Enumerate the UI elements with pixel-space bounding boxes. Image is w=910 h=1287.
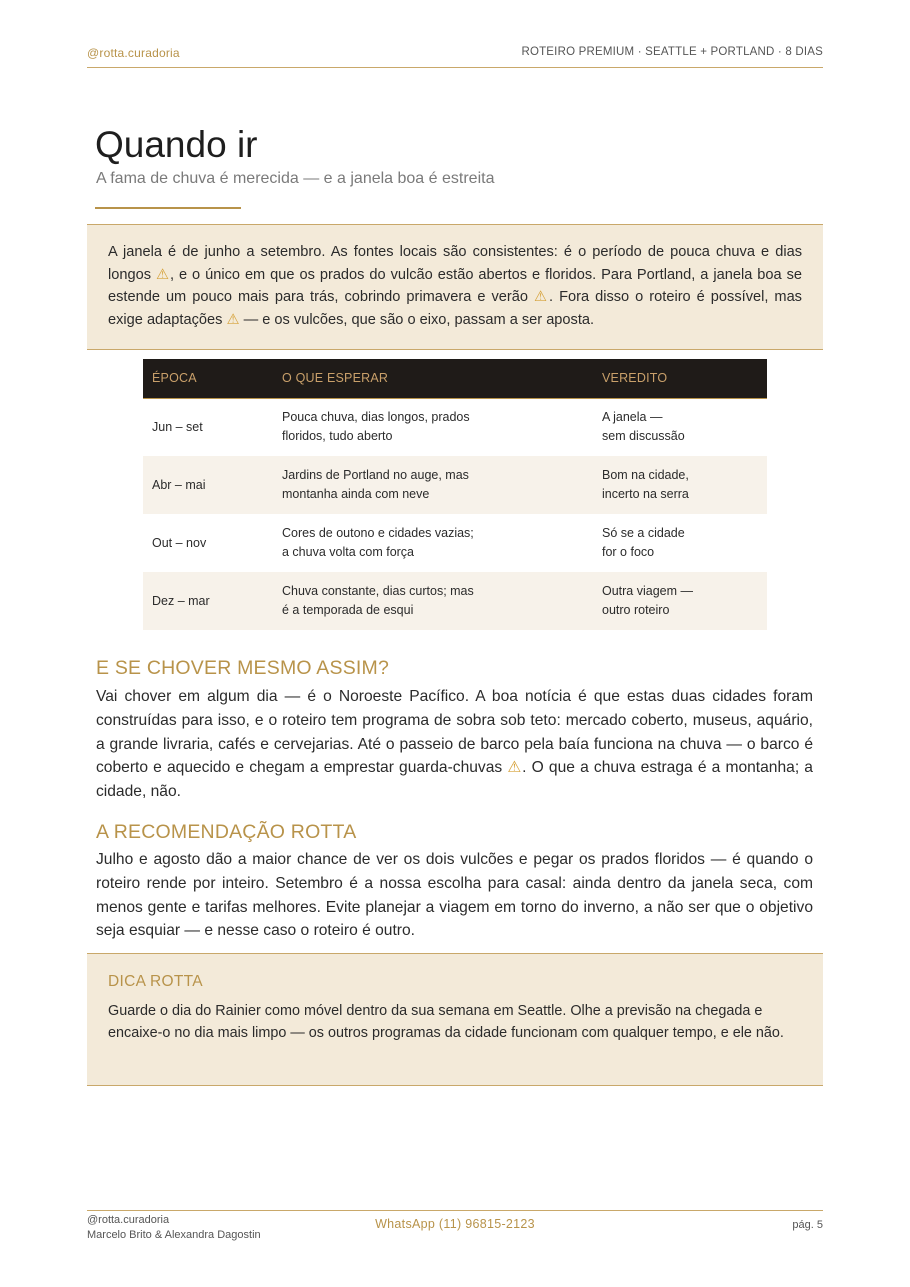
page-header [87,46,823,68]
brand-handle: @rotta.curadoria [87,46,180,60]
footer-handle: @rotta.curadoria [87,1214,170,1226]
table-row [143,514,767,572]
column-header-epoca: ÉPOCA [143,359,273,398]
page-title: Quando ir [95,124,258,165]
document-title: ROTEIRO PREMIUM · SEATTLE + PORTLAND · 8 DIAS [521,46,823,58]
warning-icon: ⚠ [226,311,240,328]
intro-text-2: , e o único em que os prados do vulcão estão abertos e floridos. Para Portland, a janela boa se estende um pouco mais para trás, cobrindo primavera e verão [108,266,802,305]
cell-line: Pouca chuva, dias longos, prados [282,410,470,425]
cell-line: a chuva volta com força [282,545,415,559]
column-header-veredito: VEREDITO [593,359,767,398]
cell-epoca: Out – nov [152,535,207,550]
warning-icon: ⚠ [533,289,550,305]
rain-text-1: Vai chover em algum dia — é o Noroeste Pacífico. A boa notícia é que estas duas cidades foram construídas para isso, e o roteiro tem programa de sobra sob teto: mercado coberto, museus, aquário, a grande livraria, cafés e cervejarias. Até o passeio de barco pela baía funciona na chuva — o barco é coberto e aquecido e chegam a emprestar guarda-chuvas [96,688,813,777]
rain-text-2: . O que a chuva estraga é a montanha; a cidade, não. [96,759,813,801]
cell-line: sem discussão [602,429,685,444]
tip-text: Guarde o dia do Rainier como móvel dentro da sua semana em Seattle. Olhe a previsão na chegada e encaixe-o no dia mais limpo — os outros programas da cidade funcionam com qualquer tempo, e ele não. [108,1003,784,1041]
season-table [143,359,767,630]
tip-box [87,953,823,1086]
cell-epoca: Abr – mai [143,456,273,514]
cell-line: outro roteiro [602,603,670,617]
table-row [143,456,767,514]
cell-line: Outra viagem — [602,584,694,598]
table-row [143,572,767,630]
cell-line: Chuva constante, dias curtos; mas [282,584,474,598]
intro-text-3: . Fora disso o roteiro é possível, mas exige adaptações [108,289,802,328]
cell-o-que-esperar [273,398,593,456]
column-header-o-que-esperar: O QUE ESPERAR [273,359,593,398]
warning-icon: ⚠ [155,266,170,283]
recommendation-text: Julho e agosto dão a maior chance de ver os dois vulcões e pegar os prados floridos — é quando o roteiro rende por inteiro. Setembro é a nossa escolha para casal: ainda dentro da janela seca, com menos gente e tarifas melhores. Evite planejar a viagem em torno do inverno, a não ser que o objetivo seja esquiar — e nesse caso o roteiro é outro. [96,851,813,940]
cell-o-que-esperar [273,456,593,514]
rain-section-heading: E SE CHOVER MESMO ASSIM? [96,657,390,679]
footer-divider [87,1210,823,1211]
footer-authors: Marcelo Brito & Alexandra Dagostin [87,1229,261,1241]
cell-line: for o foco [602,545,655,559]
cell-epoca: Dez – mar [143,572,273,630]
footer-contact[interactable]: WhatsApp (11) 96815-2123 [375,1217,535,1231]
cell-line: floridos, tudo aberto [282,429,393,444]
cell-line: incerto na serra [602,487,689,501]
warning-icon: ⚠ [507,759,523,777]
intro-text-1: A janela é de junho a setembro. As fontes locais são consistentes: é o período de pouca chuva e dias longos [108,244,802,283]
intro-paragraph [108,241,802,331]
recommendation-heading: A RECOMENDAÇÃO ROTTA [96,821,357,843]
cell-o-que-esperar [273,572,593,630]
cell-veredito [593,572,767,630]
tip-label: DICA ROTTA [108,973,203,990]
title-divider [95,207,241,209]
cell-epoca: Jun – set [152,419,203,434]
intro-text-4: — e os vulcões, que são o eixo, passam a ser aposta. [239,311,595,328]
cell-line: é a temporada de esqui [282,603,414,617]
cell-line: Jardins de Portland no auge, mas [282,468,469,482]
table-header-row [143,359,767,398]
table-row [143,398,767,456]
cell-line: Só se a cidade [602,526,685,540]
page-number: pág. 5 [792,1219,823,1231]
rain-section-text [96,685,813,804]
cell-veredito [593,514,767,572]
cell-veredito [593,456,767,514]
page-subtitle: A fama de chuva é merecida — e a janela boa é estreita [96,170,495,187]
cell-veredito [593,398,767,456]
cell-line: montanha ainda com neve [282,487,430,501]
cell-line: A janela — [602,410,663,425]
cell-line: Bom na cidade, [602,468,689,482]
cell-line: Cores de outono e cidades vazias; [282,526,474,540]
intro-box [87,224,823,350]
cell-o-que-esperar [273,514,593,572]
